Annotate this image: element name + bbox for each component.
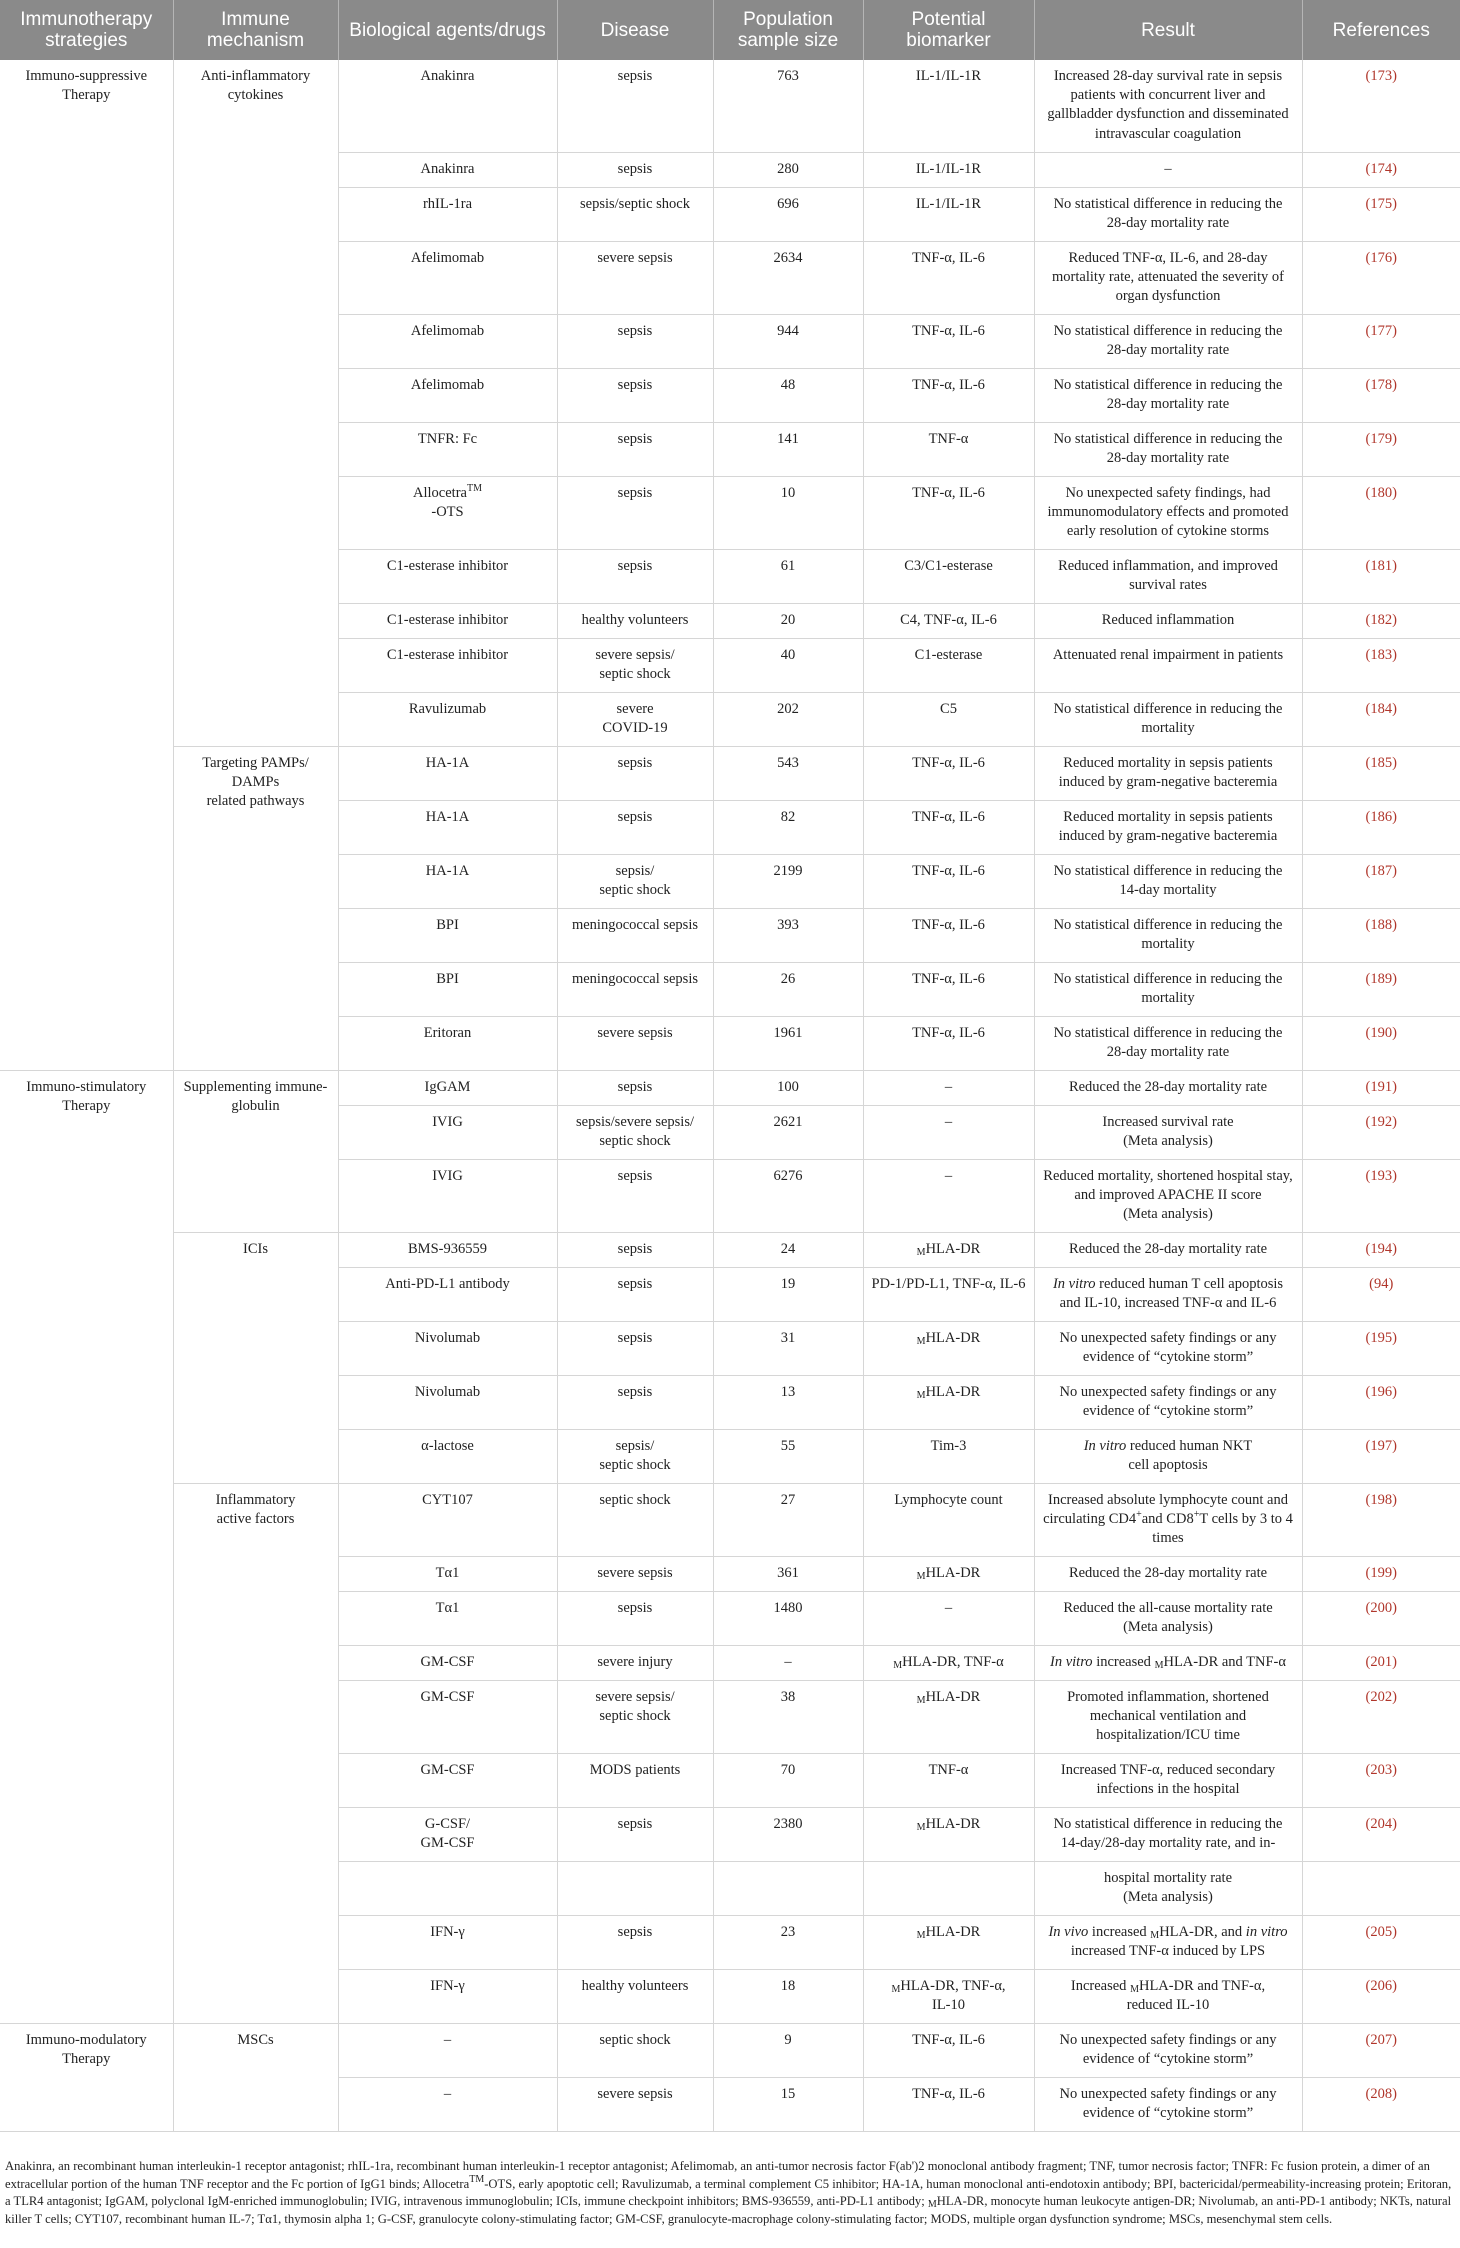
mechanism-cell: Anti-inflammatory cytokines bbox=[173, 60, 338, 746]
reference-cell[interactable]: (179) bbox=[1365, 430, 1397, 447]
mechanism-cell: Inflammatory active factors bbox=[173, 1483, 338, 2023]
biomarker-cell: TNF-α, IL-6 bbox=[863, 800, 1034, 854]
drug-cell: HA-1A bbox=[338, 800, 557, 854]
reference-cell[interactable]: (208) bbox=[1365, 2085, 1397, 2102]
drug-cell: Tα1 bbox=[338, 1556, 557, 1591]
biomarker-cell: TNF-α, IL-6 bbox=[863, 241, 1034, 314]
reference-cell[interactable]: (198) bbox=[1365, 1491, 1397, 1508]
biomarker-cell: TNF-α bbox=[863, 422, 1034, 476]
sample-size-cell: 2621 bbox=[713, 1105, 863, 1159]
result-cell: Attenuated renal impairment in patients bbox=[1034, 638, 1302, 692]
header-result: Result bbox=[1034, 0, 1302, 60]
sample-size-cell: 763 bbox=[713, 60, 863, 152]
drug-cell: IVIG bbox=[338, 1105, 557, 1159]
reference-cell[interactable]: (206) bbox=[1365, 1977, 1397, 1994]
disease-cell: severe sepsis bbox=[557, 2077, 713, 2131]
sample-size-cell: 70 bbox=[713, 1753, 863, 1807]
result-cell: No statistical difference in reducing the 28-day mortality rate bbox=[1034, 314, 1302, 368]
reference-cell[interactable]: (192) bbox=[1365, 1113, 1397, 1130]
disease-cell: MODS patients bbox=[557, 1753, 713, 1807]
disease-cell: severe sepsis bbox=[557, 1556, 713, 1591]
disease-cell: sepsis bbox=[557, 1321, 713, 1375]
sample-size-cell: – bbox=[713, 1645, 863, 1680]
sample-size-cell: 18 bbox=[713, 1969, 863, 2023]
drug-cell: α-lactose bbox=[338, 1429, 557, 1483]
reference-cell[interactable]: (176) bbox=[1365, 249, 1397, 266]
reference-cell[interactable]: (197) bbox=[1365, 1437, 1397, 1454]
result-cell: In vitro increased $_M$HLA-DR and TNF-α bbox=[1034, 1645, 1302, 1680]
sample-size-cell: 26 bbox=[713, 962, 863, 1016]
sample-size-cell: 696 bbox=[713, 187, 863, 241]
drug-cell: GM-CSF bbox=[338, 1645, 557, 1680]
disease-cell: sepsis bbox=[557, 1070, 713, 1105]
reference-cell[interactable]: (203) bbox=[1365, 1761, 1397, 1778]
disease-cell: severe sepsis bbox=[557, 241, 713, 314]
reference-cell[interactable]: (185) bbox=[1365, 754, 1397, 771]
biomarker-cell: C1-esterase bbox=[863, 638, 1034, 692]
biomarker-cell: TNF-α, IL-6 bbox=[863, 476, 1034, 549]
reference-cell[interactable]: (173) bbox=[1365, 68, 1397, 84]
biomarker-cell: TNF-α, IL-6 bbox=[863, 1016, 1034, 1070]
drug-cell: HA-1A bbox=[338, 746, 557, 800]
biomarker-cell: TNF-α, IL-6 bbox=[863, 746, 1034, 800]
result-cell: Reduced mortality in sepsis patients induced by gram-negative bacteremia bbox=[1034, 800, 1302, 854]
sample-size-cell: 1961 bbox=[713, 1016, 863, 1070]
strategy-cell: Immuno-stimulatory Therapy bbox=[0, 1070, 173, 2023]
disease-cell: meningococcal sepsis bbox=[557, 962, 713, 1016]
result-cell: No statistical difference in reducing the 14-day/28-day mortality rate, and in- bbox=[1034, 1807, 1302, 1861]
drug-cell: BMS-936559 bbox=[338, 1232, 557, 1267]
biomarker-cell: C3/C1-esterase bbox=[863, 549, 1034, 603]
sample-size-cell: 202 bbox=[713, 692, 863, 746]
table-row bbox=[0, 746, 1460, 800]
drug-cell: IgGAM bbox=[338, 1070, 557, 1105]
result-cell: Increased survival rate (Meta analysis) bbox=[1034, 1105, 1302, 1159]
drug-cell: Ravulizumab bbox=[338, 692, 557, 746]
sample-size-cell: 393 bbox=[713, 908, 863, 962]
disease-cell: sepsis bbox=[557, 1267, 713, 1321]
result-cell: Reduced the 28-day mortality rate bbox=[1034, 1070, 1302, 1105]
reference-cell[interactable]: (199) bbox=[1365, 1564, 1397, 1581]
biomarker-cell: C5 bbox=[863, 692, 1034, 746]
drug-cell: – bbox=[338, 2023, 557, 2077]
reference-cell[interactable]: (194) bbox=[1365, 1240, 1397, 1257]
reference-cell[interactable]: (207) bbox=[1365, 2031, 1397, 2048]
drug-cell: rhIL-1ra bbox=[338, 187, 557, 241]
result-cell: No statistical difference in reducing the 28-day mortality rate bbox=[1034, 187, 1302, 241]
biomarker-cell: – bbox=[863, 1159, 1034, 1232]
disease-cell: sepsis bbox=[557, 368, 713, 422]
result-cell: No unexpected safety findings or any evidence of “cytokine storm” bbox=[1034, 1321, 1302, 1375]
table-row bbox=[0, 1232, 1460, 1267]
disease-cell: sepsis bbox=[557, 1807, 713, 1861]
drug-cell: C1-esterase inhibitor bbox=[338, 638, 557, 692]
result-cell: hospital mortality rate (Meta analysis) bbox=[1034, 1861, 1302, 1915]
disease-cell: healthy volunteers bbox=[557, 1969, 713, 2023]
reference-cell[interactable]: (200) bbox=[1365, 1599, 1397, 1616]
biomarker-cell: TNF-α, IL-6 bbox=[863, 368, 1034, 422]
result-cell: No unexpected safety findings, had immunomodulatory effects and promoted early resolution of cytokine storms bbox=[1034, 476, 1302, 549]
drug-cell: C1-esterase inhibitor bbox=[338, 603, 557, 638]
disease-cell: sepsis/ septic shock bbox=[557, 854, 713, 908]
reference-cell[interactable]: (174) bbox=[1365, 160, 1397, 177]
disease-cell: sepsis bbox=[557, 746, 713, 800]
disease-cell bbox=[557, 1861, 713, 1915]
result-cell: No unexpected safety findings or any evidence of “cytokine storm” bbox=[1034, 2077, 1302, 2131]
disease-cell: sepsis/severe sepsis/ septic shock bbox=[557, 1105, 713, 1159]
reference-cell[interactable]: (190) bbox=[1365, 1024, 1397, 1041]
drug-cell: Tα1 bbox=[338, 1591, 557, 1645]
sample-size-cell: 19 bbox=[713, 1267, 863, 1321]
reference-cell bbox=[1302, 1861, 1460, 1915]
reference-cell[interactable]: (205) bbox=[1365, 1923, 1397, 1940]
biomarker-cell: $_M$HLA-DR bbox=[863, 1807, 1034, 1861]
reference-cell[interactable]: (183) bbox=[1365, 646, 1397, 663]
reference-cell[interactable]: (177) bbox=[1365, 322, 1397, 339]
disease-cell: sepsis bbox=[557, 1915, 713, 1969]
drug-cell: GM-CSF bbox=[338, 1753, 557, 1807]
result-cell: Reduced the 28-day mortality rate bbox=[1034, 1232, 1302, 1267]
mechanism-cell: MSCs bbox=[173, 2023, 338, 2131]
disease-cell: severe injury bbox=[557, 1645, 713, 1680]
result-cell: Reduced inflammation bbox=[1034, 603, 1302, 638]
drug-cell: – bbox=[338, 2077, 557, 2131]
result-cell: Reduced mortality in sepsis patients induced by gram-negative bacteremia bbox=[1034, 746, 1302, 800]
header-disease: Disease bbox=[557, 0, 713, 60]
reference-cell[interactable]: (202) bbox=[1365, 1688, 1397, 1705]
header-size: Population sample size bbox=[713, 0, 863, 60]
biomarker-cell: TNF-α, IL-6 bbox=[863, 908, 1034, 962]
drug-cell: Anakinra bbox=[338, 152, 557, 187]
sample-size-cell: 48 bbox=[713, 368, 863, 422]
sample-size-cell: 31 bbox=[713, 1321, 863, 1375]
sample-size-cell: 2634 bbox=[713, 241, 863, 314]
table-header bbox=[0, 0, 1460, 60]
sample-size-cell: 38 bbox=[713, 1680, 863, 1753]
table-row bbox=[0, 1070, 1460, 1105]
drug-cell: IVIG bbox=[338, 1159, 557, 1232]
disease-cell: severe sepsis/ septic shock bbox=[557, 1680, 713, 1753]
reference-cell[interactable]: (181) bbox=[1365, 557, 1397, 574]
reference-cell[interactable]: (178) bbox=[1365, 376, 1397, 393]
result-cell: No statistical difference in reducing the 14-day mortality bbox=[1034, 854, 1302, 908]
result-cell: No statistical difference in reducing the mortality bbox=[1034, 962, 1302, 1016]
sample-size-cell: 361 bbox=[713, 1556, 863, 1591]
sample-size-cell: 10 bbox=[713, 476, 863, 549]
sample-size-cell: 61 bbox=[713, 549, 863, 603]
sample-size-cell: 40 bbox=[713, 638, 863, 692]
biomarker-cell: $_M$HLA-DR bbox=[863, 1375, 1034, 1429]
disease-cell: sepsis bbox=[557, 314, 713, 368]
disease-cell: sepsis bbox=[557, 800, 713, 854]
reference-cell[interactable]: (191) bbox=[1365, 1078, 1397, 1095]
mechanism-cell: Targeting PAMPs/ DAMPs related pathways bbox=[173, 746, 338, 1070]
reference-cell[interactable]: (196) bbox=[1365, 1383, 1397, 1400]
drug-cell: IFN-γ bbox=[338, 1969, 557, 2023]
result-cell: Reduced inflammation, and improved survival rates bbox=[1034, 549, 1302, 603]
disease-cell: sepsis bbox=[557, 60, 713, 152]
result-cell: Reduced TNF-α, IL-6, and 28-day mortality rate, attenuated the severity of organ dysfunction bbox=[1034, 241, 1302, 314]
reference-cell[interactable]: (182) bbox=[1365, 611, 1397, 628]
result-cell: No statistical difference in reducing the 28-day mortality rate bbox=[1034, 368, 1302, 422]
table-row bbox=[0, 1483, 1460, 1556]
sample-size-cell: 82 bbox=[713, 800, 863, 854]
result-cell: In vitro reduced human T cell apoptosis and IL-10, increased TNF-α and IL-6 bbox=[1034, 1267, 1302, 1321]
table-body bbox=[0, 60, 1460, 2131]
disease-cell: sepsis/ septic shock bbox=[557, 1429, 713, 1483]
disease-cell: healthy volunteers bbox=[557, 603, 713, 638]
result-cell: – bbox=[1034, 152, 1302, 187]
result-cell: No statistical difference in reducing the 28-day mortality rate bbox=[1034, 422, 1302, 476]
drug-cell: Eritoran bbox=[338, 1016, 557, 1070]
result-cell: Reduced the all-cause mortality rate (Meta analysis) bbox=[1034, 1591, 1302, 1645]
result-cell: No statistical difference in reducing the 28-day mortality rate bbox=[1034, 1016, 1302, 1070]
header-biomarker: Potential biomarker bbox=[863, 0, 1034, 60]
disease-cell: septic shock bbox=[557, 2023, 713, 2077]
drug-cell: C1-esterase inhibitor bbox=[338, 549, 557, 603]
drug-cell: BPI bbox=[338, 962, 557, 1016]
drug-cell: Afelimomab bbox=[338, 314, 557, 368]
sample-size-cell: 1480 bbox=[713, 1591, 863, 1645]
mechanism-cell: Supplementing immune-globulin bbox=[173, 1070, 338, 1232]
disease-cell: sepsis bbox=[557, 549, 713, 603]
biomarker-cell: – bbox=[863, 1105, 1034, 1159]
reference-cell[interactable]: (189) bbox=[1365, 970, 1397, 987]
biomarker-cell: IL-1/IL-1R bbox=[863, 152, 1034, 187]
disease-cell: sepsis bbox=[557, 1375, 713, 1429]
sample-size-cell: 6276 bbox=[713, 1159, 863, 1232]
biomarker-cell: $_M$HLA-DR bbox=[863, 1321, 1034, 1375]
biomarker-cell: Tim-3 bbox=[863, 1429, 1034, 1483]
reference-cell[interactable]: (187) bbox=[1365, 862, 1397, 879]
drug-cell: Allocetra™ -OTS bbox=[338, 476, 557, 549]
result-cell: Reduced mortality, shortened hospital stay, and improved APACHE II score (Meta analysis) bbox=[1034, 1159, 1302, 1232]
biomarker-cell: $_M$HLA-DR bbox=[863, 1680, 1034, 1753]
biomarker-cell: TNF-α bbox=[863, 1753, 1034, 1807]
biomarker-cell: PD-1/PD-L1, TNF-α, IL-6 bbox=[863, 1267, 1034, 1321]
strategy-cell: Immuno-modulatory Therapy bbox=[0, 2023, 173, 2131]
sample-size-cell: 20 bbox=[713, 603, 863, 638]
reference-cell[interactable]: (94) bbox=[1369, 1275, 1394, 1292]
sample-size-cell: 55 bbox=[713, 1429, 863, 1483]
drug-cell: Afelimomab bbox=[338, 368, 557, 422]
disease-cell: sepsis bbox=[557, 152, 713, 187]
table-row bbox=[0, 60, 1460, 152]
sample-size-cell: 24 bbox=[713, 1232, 863, 1267]
sample-size-cell: 23 bbox=[713, 1915, 863, 1969]
drug-cell: Anakinra bbox=[338, 60, 557, 152]
biomarker-cell: $_M$HLA-DR bbox=[863, 1915, 1034, 1969]
biomarker-cell: TNF-α, IL-6 bbox=[863, 854, 1034, 908]
sample-size-cell: 27 bbox=[713, 1483, 863, 1556]
biomarker-cell: $_M$HLA-DR bbox=[863, 1232, 1034, 1267]
biomarker-cell: TNF-α, IL-6 bbox=[863, 2023, 1034, 2077]
result-cell: Increased 28-day survival rate in sepsis patients with concurrent liver and gallbladder dysfunction and disseminated intravascular coagulation bbox=[1034, 60, 1302, 152]
result-cell: Increased $_M$HLA-DR and TNF-α, reduced IL-10 bbox=[1034, 1969, 1302, 2023]
reference-cell[interactable]: (204) bbox=[1365, 1815, 1397, 1832]
header-references: References bbox=[1332, 19, 1430, 41]
biomarker-cell: C4, TNF-α, IL-6 bbox=[863, 603, 1034, 638]
sample-size-cell: 543 bbox=[713, 746, 863, 800]
strategy-cell: Immuno-suppressive Therapy bbox=[0, 60, 173, 1070]
sample-size-cell: 2199 bbox=[713, 854, 863, 908]
drug-cell: HA-1A bbox=[338, 854, 557, 908]
drug-cell: Anti-PD-L1 antibody bbox=[338, 1267, 557, 1321]
disease-cell: sepsis bbox=[557, 476, 713, 549]
disease-cell: sepsis bbox=[557, 1591, 713, 1645]
biomarker-cell: – bbox=[863, 1591, 1034, 1645]
drug-cell: G-CSF/ GM-CSF bbox=[338, 1807, 557, 1861]
drug-cell: GM-CSF bbox=[338, 1680, 557, 1753]
biomarker-cell: $_M$HLA-DR, TNF-α bbox=[863, 1645, 1034, 1680]
drug-cell: Nivolumab bbox=[338, 1375, 557, 1429]
mechanism-cell: ICIs bbox=[173, 1232, 338, 1483]
sample-size-cell: 13 bbox=[713, 1375, 863, 1429]
sample-size-cell: 141 bbox=[713, 422, 863, 476]
table-footnote: Anakinra, an recombinant human interleukin-1 receptor antagonist; rhIL-1ra, recombinant human interleukin-1 receptor antagonist; Afelimomab, an anti-tumor necrosis factor F(ab')2 monoclonal antibody fragment; TNF, tumor necrosis factor; TNFR: Fc fusion protein, a dimer of an extracellular portion of the human TNF receptor and the Fc portion of IgG1 binds; Allocetra™-OTS, early apoptotic cell; Ravulizumab, a terminal complement C5 inhibitor; HA-1A, human monoclonal anti-endotoxin antibody; BPI, bactericidal/permeability-increasing protein; Eritoran, a TLR4 antagonist; IgGAM, polyclonal IgM-enriched immunoglobulin; IVIG, intravenous immunoglobulin; ICIs, immune checkpoint inhibitors; BMS-936559, anti-PD-L1 antibody; $_M$HLA-DR, monocyte human leukocyte antigen-DR; Nivolumab, an anti-PD-1 antibody; NKTs, natural killer T cells; CYT107, recombinant human IL-7; Tα1, thymosin alpha 1; G-CSF, granulocyte colony-stimulating factor; GM-CSF, granulocyte-macrophage colony-stimulating factor; MODS, multiple organ dysfunction syndrome; MSCs, mesenchymal stem cells. bbox=[5, 2159, 1452, 2226]
biomarker-cell: IL-1/IL-1R bbox=[863, 60, 1034, 152]
reference-cell[interactable]: (193) bbox=[1365, 1167, 1397, 1184]
drug-cell: IFN-γ bbox=[338, 1915, 557, 1969]
header-row bbox=[0, 0, 1460, 60]
reference-cell[interactable]: (201) bbox=[1365, 1653, 1397, 1670]
disease-cell: sepsis/septic shock bbox=[557, 187, 713, 241]
sample-size-cell: 100 bbox=[713, 1070, 863, 1105]
sample-size-cell: 944 bbox=[713, 314, 863, 368]
biomarker-cell: Lymphocyte count bbox=[863, 1483, 1034, 1556]
result-cell: Promoted inflammation, shortened mechanical ventilation and hospitalization/ICU time bbox=[1034, 1680, 1302, 1753]
biomarker-cell: IL-1/IL-1R bbox=[863, 187, 1034, 241]
sample-size-cell bbox=[713, 1861, 863, 1915]
disease-cell: meningococcal sepsis bbox=[557, 908, 713, 962]
disease-cell: severe sepsis/ septic shock bbox=[557, 638, 713, 692]
drug-cell: TNFR: Fc bbox=[338, 422, 557, 476]
result-cell: No unexpected safety findings or any evidence of “cytokine storm” bbox=[1034, 2023, 1302, 2077]
reference-cell[interactable]: (175) bbox=[1365, 195, 1397, 212]
sample-size-cell: 9 bbox=[713, 2023, 863, 2077]
table-row bbox=[0, 2023, 1460, 2077]
disease-cell: severe sepsis bbox=[557, 1016, 713, 1070]
reference-cell[interactable]: (195) bbox=[1365, 1329, 1397, 1346]
drug-cell: Afelimomab bbox=[338, 241, 557, 314]
reference-cell[interactable]: (180) bbox=[1365, 484, 1397, 501]
disease-cell: sepsis bbox=[557, 1159, 713, 1232]
disease-cell: sepsis bbox=[557, 422, 713, 476]
drug-cell: BPI bbox=[338, 908, 557, 962]
drug-cell bbox=[338, 1861, 557, 1915]
reference-cell[interactable]: (186) bbox=[1365, 808, 1397, 825]
result-cell: Increased absolute lymphocyte count and circulating CD4+and CD8+T cells by 3 to 4 times bbox=[1034, 1483, 1302, 1556]
biomarker-cell: TNF-α, IL-6 bbox=[863, 314, 1034, 368]
result-cell: No unexpected safety findings or any evidence of “cytokine storm” bbox=[1034, 1375, 1302, 1429]
result-cell: Increased TNF-α, reduced secondary infections in the hospital bbox=[1034, 1753, 1302, 1807]
reference-cell[interactable]: (188) bbox=[1365, 916, 1397, 933]
sample-size-cell: 15 bbox=[713, 2077, 863, 2131]
result-cell: No statistical difference in reducing the mortality bbox=[1034, 908, 1302, 962]
drug-cell: CYT107 bbox=[338, 1483, 557, 1556]
biomarker-cell bbox=[863, 1861, 1034, 1915]
result-cell: Reduced the 28-day mortality rate bbox=[1034, 1556, 1302, 1591]
sample-size-cell: 2380 bbox=[713, 1807, 863, 1861]
sample-size-cell: 280 bbox=[713, 152, 863, 187]
disease-cell: sepsis bbox=[557, 1232, 713, 1267]
disease-cell: septic shock bbox=[557, 1483, 713, 1556]
biomarker-cell: $_M$HLA-DR bbox=[863, 1556, 1034, 1591]
biomarker-cell: TNF-α, IL-6 bbox=[863, 962, 1034, 1016]
header-mechanism: Immune mechanism bbox=[173, 0, 338, 60]
result-cell: No statistical difference in reducing the mortality bbox=[1034, 692, 1302, 746]
result-cell: In vivo increased $_M$HLA-DR, and in vitro increased TNF-α induced by LPS bbox=[1034, 1915, 1302, 1969]
header-strategy: Immunotherapy strategies bbox=[0, 0, 173, 60]
disease-cell: severe COVID-19 bbox=[557, 692, 713, 746]
biomarker-cell: TNF-α, IL-6 bbox=[863, 2077, 1034, 2131]
biomarker-cell: – bbox=[863, 1070, 1034, 1105]
drug-cell: Nivolumab bbox=[338, 1321, 557, 1375]
result-cell: In vitro reduced human NKT cell apoptosis bbox=[1034, 1429, 1302, 1483]
reference-cell[interactable]: (184) bbox=[1365, 700, 1397, 717]
biomarker-cell: $_M$HLA-DR, TNF-α, IL-10 bbox=[863, 1969, 1034, 2023]
header-drug: Biological agents/drugs bbox=[338, 0, 557, 60]
